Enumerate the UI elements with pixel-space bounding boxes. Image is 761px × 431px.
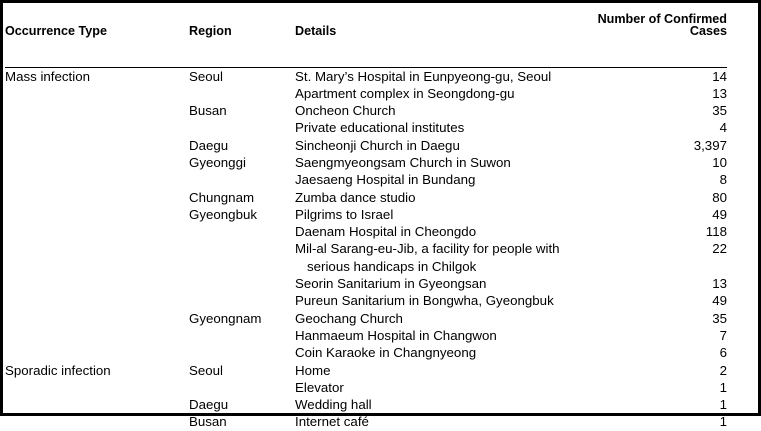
cell-confirmed-cases: 3,397	[693, 137, 727, 153]
cell-region	[189, 379, 295, 396]
cell-details: Geochang Church	[295, 310, 403, 326]
cell-details: Seorin Sanitarium in Gyeongsan	[295, 276, 487, 292]
table-row	[5, 189, 727, 206]
cell-occurrence-type	[5, 344, 189, 361]
cell-region	[189, 275, 295, 292]
cell-region	[189, 85, 295, 102]
cell-occurrence-type	[5, 240, 189, 275]
table-row	[5, 379, 727, 396]
cell-details-line2: serious handicaps in Chilgok	[307, 258, 477, 274]
cell-occurrence-type	[5, 379, 189, 396]
cell-details: St. Mary’s Hospital in Eunpyeong-gu, Seoul	[295, 68, 552, 84]
cell-region: Gyeongnam	[189, 310, 262, 326]
cell-confirmed-cases: 49	[712, 206, 727, 222]
table-row	[5, 223, 727, 240]
cell-confirmed-cases: 10	[712, 154, 727, 170]
cell-details: Apartment complex in Seongdong-gu	[295, 85, 515, 101]
table-row	[5, 67, 727, 85]
cell-confirmed-cases: 6	[719, 345, 727, 361]
cell-confirmed-cases: 1	[719, 414, 727, 430]
table-row	[5, 310, 727, 327]
cell-occurrence-type	[5, 189, 189, 206]
table-row	[5, 413, 727, 430]
cell-region: Gyeonggi	[189, 154, 246, 170]
cell-occurrence-type	[5, 154, 189, 171]
table-row	[5, 240, 727, 275]
cell-confirmed-cases: 49	[712, 293, 727, 309]
table-row	[5, 292, 727, 309]
table-row	[5, 206, 727, 223]
cell-occurrence-type	[5, 171, 189, 188]
cell-region: Seoul	[189, 362, 224, 378]
table-header	[5, 7, 727, 67]
cell-confirmed-cases: 4	[719, 120, 727, 136]
cell-region	[189, 240, 295, 275]
cell-details: Zumba dance studio	[295, 189, 416, 205]
header-confirmed-cases	[580, 7, 727, 37]
cell-occurrence-type	[5, 223, 189, 240]
table-row	[5, 119, 727, 136]
table-row	[5, 275, 727, 292]
cell-occurrence-type	[5, 206, 189, 223]
header-rule	[5, 37, 727, 67]
cell-details: Coin Karaoke in Changnyeong	[295, 345, 477, 361]
cell-details: Saengmyeongsam Church in Suwon	[295, 154, 511, 170]
cell-region: Daegu	[189, 137, 229, 153]
cell-region: Gyeongbuk	[189, 206, 258, 222]
cell-occurrence-type	[5, 137, 189, 154]
cell-details-line1: Mil-al Sarang-eu-Jib, a facility for people with	[295, 241, 560, 257]
cell-confirmed-cases: 7	[719, 327, 727, 343]
cell-occurrence-type	[5, 292, 189, 309]
header-occurrence-type: Occurrence Type	[5, 24, 107, 38]
cell-details	[295, 240, 580, 275]
cell-occurrence-type	[5, 85, 189, 102]
cell-details: Daenam Hospital in Cheongdo	[295, 224, 477, 240]
cell-region: Busan	[189, 103, 227, 119]
cell-occurrence-type	[5, 413, 189, 430]
cell-region	[189, 344, 295, 361]
cell-confirmed-cases: 35	[712, 103, 727, 119]
table-body	[5, 67, 727, 431]
table-row	[5, 327, 727, 344]
cell-occurrence-type	[5, 119, 189, 136]
table-row	[5, 102, 727, 119]
header-cases-line1: Number of Confirmed	[597, 12, 727, 26]
cell-confirmed-cases: 2	[719, 362, 727, 378]
table-row	[5, 154, 727, 171]
cell-confirmed-cases: 22	[712, 241, 727, 257]
header-cases-line2: Cases	[689, 24, 727, 38]
cell-details: Private educational institutes	[295, 120, 465, 136]
cell-confirmed-cases: 1	[719, 397, 727, 413]
cell-details: Sincheonji Church in Daegu	[295, 137, 460, 153]
cell-confirmed-cases: 13	[712, 276, 727, 292]
cell-region	[189, 171, 295, 188]
cell-details: Jaesaeng Hospital in Bundang	[295, 172, 476, 188]
header-region: Region	[189, 24, 232, 38]
table-row	[5, 171, 727, 188]
cell-confirmed-cases: 1	[719, 379, 727, 395]
cell-region: Daegu	[189, 397, 229, 413]
header-details: Details	[295, 24, 337, 38]
cell-occurrence-type	[5, 396, 189, 413]
cell-occurrence-type	[5, 327, 189, 344]
cell-occurrence-type: Sporadic infection	[5, 362, 111, 378]
cell-details: Hanmaeum Hospital in Changwon	[295, 327, 497, 343]
cell-details: Internet café	[295, 414, 369, 430]
cell-region: Chungnam	[189, 189, 255, 205]
cell-details: Pilgrims to Israel	[295, 206, 394, 222]
cell-details: Home	[295, 362, 331, 378]
cell-occurrence-type	[5, 102, 189, 119]
cell-details: Elevator	[295, 379, 344, 395]
cell-confirmed-cases: 35	[712, 310, 727, 326]
infection-table	[5, 7, 727, 431]
cell-region	[189, 119, 295, 136]
cell-confirmed-cases: 14	[712, 68, 727, 84]
table-row	[5, 396, 727, 413]
cell-confirmed-cases: 80	[712, 189, 727, 205]
cell-occurrence-type	[5, 310, 189, 327]
cell-region: Busan	[189, 414, 227, 430]
cell-occurrence-type	[5, 275, 189, 292]
table-row	[5, 362, 727, 379]
cell-confirmed-cases: 13	[712, 85, 727, 101]
cell-details: Pureun Sanitarium in Bongwha, Gyeongbuk	[295, 293, 554, 309]
cell-region	[189, 292, 295, 309]
cell-confirmed-cases: 8	[719, 172, 727, 188]
cell-confirmed-cases: 118	[705, 224, 727, 240]
table-row	[5, 137, 727, 154]
cell-region	[189, 223, 295, 240]
cell-details: Oncheon Church	[295, 103, 396, 119]
cell-occurrence-type: Mass infection	[5, 68, 90, 84]
cell-details: Wedding hall	[295, 397, 372, 413]
cell-region	[189, 327, 295, 344]
table-row	[5, 344, 727, 361]
table-row	[5, 85, 727, 102]
cell-region: Seoul	[189, 68, 224, 84]
